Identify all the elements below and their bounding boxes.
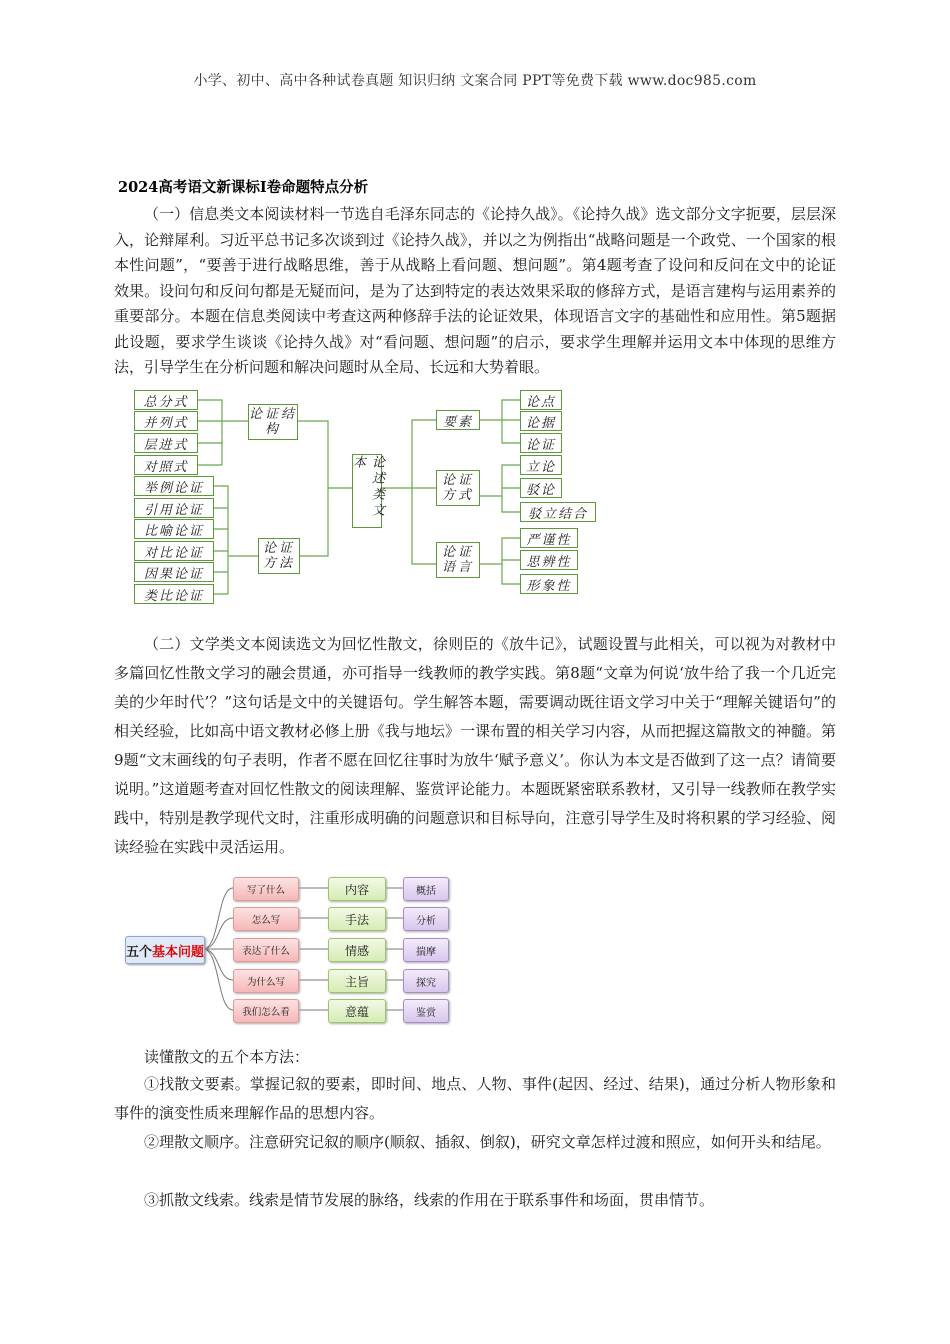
aspect-4: 意蕴 bbox=[328, 999, 386, 1023]
language-node: 论证语言 bbox=[436, 542, 480, 578]
article-title: 2024高考语文新课标Ⅰ卷命题特点分析 bbox=[118, 179, 369, 196]
lang-item-2: 形象性 bbox=[520, 574, 578, 594]
center-node: 论述类文本 bbox=[352, 454, 382, 528]
way-node: 论证方式 bbox=[436, 470, 480, 506]
center-prefix: 五个 bbox=[126, 944, 153, 960]
method-item-0: 举例论证 bbox=[134, 476, 214, 496]
question-3: 为什么写 bbox=[233, 969, 299, 993]
element-item-0: 论点 bbox=[520, 390, 562, 410]
method-node: 论证方法 bbox=[258, 538, 300, 574]
method-item-4: 因果论证 bbox=[134, 562, 214, 582]
method-item-3: 对比论证 bbox=[134, 541, 214, 561]
five-questions-mindmap bbox=[125, 870, 455, 1025]
methods-title: 读懂散文的五个本方法： bbox=[144, 1048, 310, 1066]
question-2: 表达了什么 bbox=[233, 938, 299, 962]
action-4: 鉴赏 bbox=[403, 999, 449, 1023]
way-item-1: 驳论 bbox=[520, 478, 562, 498]
paragraph-info-text: （一）信息类文本阅读材料一节选自毛泽东同志的《论持久战》。《论持久战》选文部分文字扼要，层层深入，论辩犀利。习近平总书记多次谈到过《论持久战》，并以之为例指出“战略问题是一个政党、一个国家的根本性问题”，“要善于进行战略思维，善于从战略上看问题、想问题”。第4题考查了设问和反问在文中的论证效果。设问句和反问句都是无疑而问，是为了达到特定的表达效果采取的修辞方式，是语言建构与运用素养的重要部分。本题在信息类阅读中考查这两种修辞手法的论证效果，体现语言文字的基础性和应用性。第5题据此设题，要求学生谈谈《论持久战》对“看问题、想问题”的启示，要求学生理解并运用文本中体现的思维方法，引导学生在分析问题和解决问题时从全局、长远和大势着眼。 bbox=[114, 205, 836, 376]
element-item-1: 论据 bbox=[520, 411, 562, 431]
lang-item-0: 严谨性 bbox=[520, 528, 578, 548]
structure-node: 论证结构 bbox=[248, 404, 298, 440]
page-header: 小学、初中、高中各种试卷真题 知识归纳 文案合同 PPT等免费下载 www.doc985.com bbox=[193, 73, 757, 89]
aspect-3: 主旨 bbox=[328, 969, 386, 993]
method-1: ①找散文要素。掌握记叙的要素，即时间、地点、人物、事件(起因、经过、结果)，通过分析人物形象和事件的演变性质来理解作品的思想内容。 bbox=[114, 1075, 836, 1122]
method-3: ③抓散文线索。线索是情节发展的脉络，线索的作用在于联系事件和场面，贯串情节。 bbox=[144, 1191, 715, 1209]
action-2: 揣摩 bbox=[403, 938, 449, 962]
aspect-0: 内容 bbox=[328, 877, 386, 901]
method-item-2: 比喻论证 bbox=[134, 519, 214, 539]
five-questions-center bbox=[125, 936, 205, 964]
structure-item-3: 对照式 bbox=[134, 455, 198, 475]
method-item-5: 类比论证 bbox=[134, 584, 214, 604]
method-item-1: 引用论证 bbox=[134, 498, 214, 518]
action-1: 分析 bbox=[403, 907, 449, 931]
aspect-2: 情感 bbox=[328, 938, 386, 962]
action-3: 探究 bbox=[403, 969, 449, 993]
action-0: 概括 bbox=[403, 877, 449, 901]
method-2: ②理散文顺序。注意研究记叙的顺序(顺叙、插叙、倒叙)，研究文章怎样过渡和照应，如何开头和结尾。 bbox=[144, 1133, 831, 1151]
paragraph-literary-text: （二）文学类文本阅读选文为回忆性散文，徐则臣的《放牛记》，试题设置与此相关，可以视为对教材中多篇回忆性散文学习的融会贯通，亦可指导一线教师的教学实践。第8题“文章为何说‘放牛给了我一个几近完美的少年时代’？”这句话是文中的关键语句。学生解答本题，需要调动既往语文学习中关于“理解关键语句”的相关经验，比如高中语文教材必修上册《我与地坛》一课布置的相关学习内容，从而把握这篇散文的神髓。第9题“文末画线的句子表明，作者不愿在回忆往事时为放牛‘赋予意义’。你认为本文是否做到了这一点？请简要说明。”这道题考查对回忆性散文的阅读理解、鉴赏评论能力。本题既紧密联系教材，又引导一线教师在教学实践中，特别是教学现代文时，注重形成明确的问题意识和目标导向，注意引导学生及时将积累的学习经验、阅读经验在实践中灵活运用。 bbox=[114, 635, 836, 856]
element-item-2: 论证 bbox=[520, 433, 562, 453]
structure-item-2: 层进式 bbox=[134, 433, 198, 453]
center-highlight: 基本问题 bbox=[152, 944, 205, 960]
question-4: 我们怎么看 bbox=[233, 999, 299, 1023]
elements-node: 要素 bbox=[436, 410, 480, 430]
question-0: 写了什么 bbox=[233, 877, 299, 901]
aspect-1: 手法 bbox=[328, 907, 386, 931]
argumentative-text-mindmap bbox=[130, 388, 610, 608]
way-item-0: 立论 bbox=[520, 455, 562, 475]
structure-item-0: 总分式 bbox=[134, 390, 198, 410]
question-1: 怎么写 bbox=[233, 907, 299, 931]
way-item-2: 驳立结合 bbox=[520, 502, 596, 522]
structure-item-1: 并列式 bbox=[134, 411, 198, 431]
lang-item-1: 思辨性 bbox=[520, 550, 578, 570]
